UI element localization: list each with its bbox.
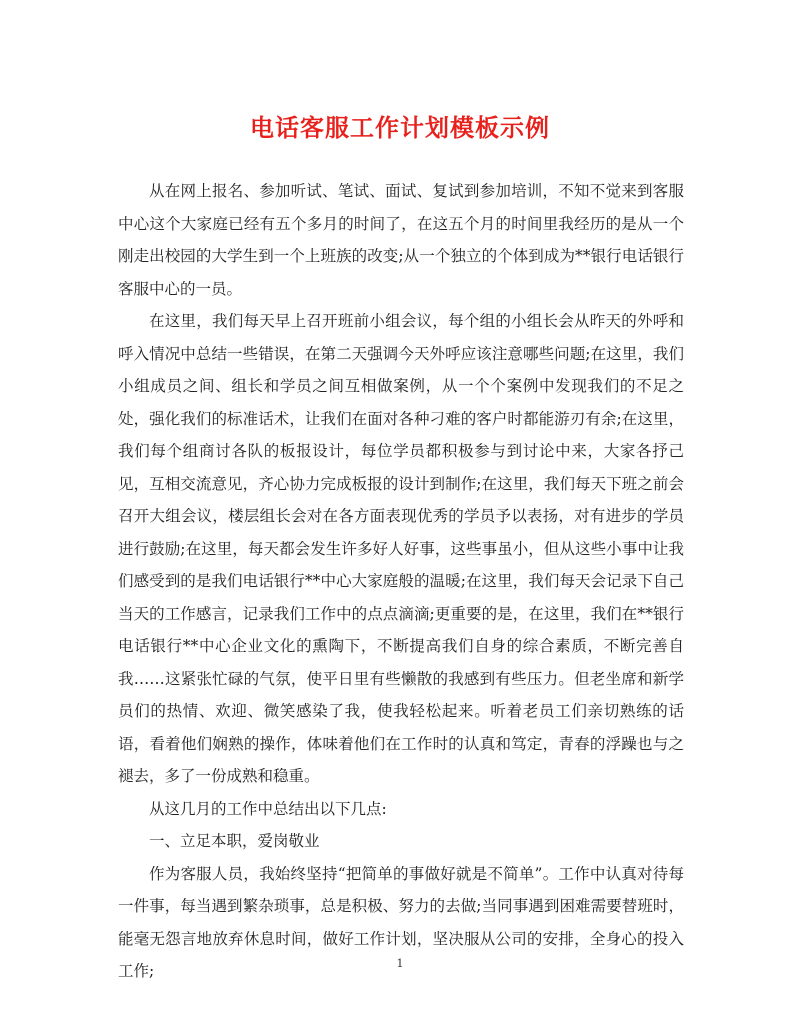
document-title: 电话客服工作计划模板示例: [250, 113, 550, 142]
paragraph-daily-work: 在这里，我们每天早上召开班前小组会议，每个组的小组长会从昨天的外呼和呼入情况中总结一些错误，在第二天强调今天外呼应该注意哪些问题;在这里，我们小组成员之间、组长和学员之间互相做案例，从一个个案例中发现我们的不足之处，强化我们的标准话术，让我们在面对各种刁难的客户时都能游刃有余;在这里，我们每个组商讨各队的板报设计，每位学员都积极参与到讨论中来，大家各抒己见，互相交流意见，齐心协力完成板报的设计到制作;在这里，我们每天下班之前会召开大组会议，楼层组长会对在各方面表现优秀的学员予以表扬，对有进步的学员进行鼓励;在这里，每天都会发生许多好人好事，这些事虽小，但从这些小事中让我们感受到的是我们电话银行**中心大家庭般的温暖;在这里，我们每天会记录下自己当天的工作感言，记录我们工作中的点点滴滴;更重要的是，在这里，我们在**银行电话银行**中心企业文化的熏陶下，不断提高我们自身的综合素质，不断完善自我……这紧张忙碌的气氛，使平日里有些懒散的我感到有些压力。但老坐席和新学员们的热情、欢迎、微笑感染了我，使我轻松起来。听着老员工们亲切熟练的话语，看着他们娴熟的操作，体味着他们在工作时的认真和笃定，青春的浮躁也与之褪去，多了一份成熟和稳重。: [118, 312, 684, 785]
section-heading-1: 一、立足本职，爱岗敬业: [149, 832, 320, 850]
paragraph-summary-lead: 从这几月的工作中总结出以下几点:: [149, 799, 387, 818]
document-body: [118, 175, 684, 988]
page-number: 1: [396, 957, 404, 970]
paragraph-intro: 从在网上报名、参加听试、笔试、面试、复试到参加培训，不知不觉来到客服中心这个大家庭已经有五个多月的时间了，在这五个月的时间里我经历的是从一个刚走出校园的大学生到一个上班族的改变;从一个独立的个体到成为**银行电话银行客服中心的一员。: [118, 182, 684, 298]
paragraph-section-1: 作为客服人员，我始终坚持“把简单的事做好就是不简单”。工作中认真对待每一件事，每当遇到繁杂琐事，总是积极、努力的去做;当同事遇到困难需要替班时，能毫无怨言地放弃休息时间，做好工作计划，坚决服从公司的安排，全身心的投入工作;: [118, 864, 684, 980]
